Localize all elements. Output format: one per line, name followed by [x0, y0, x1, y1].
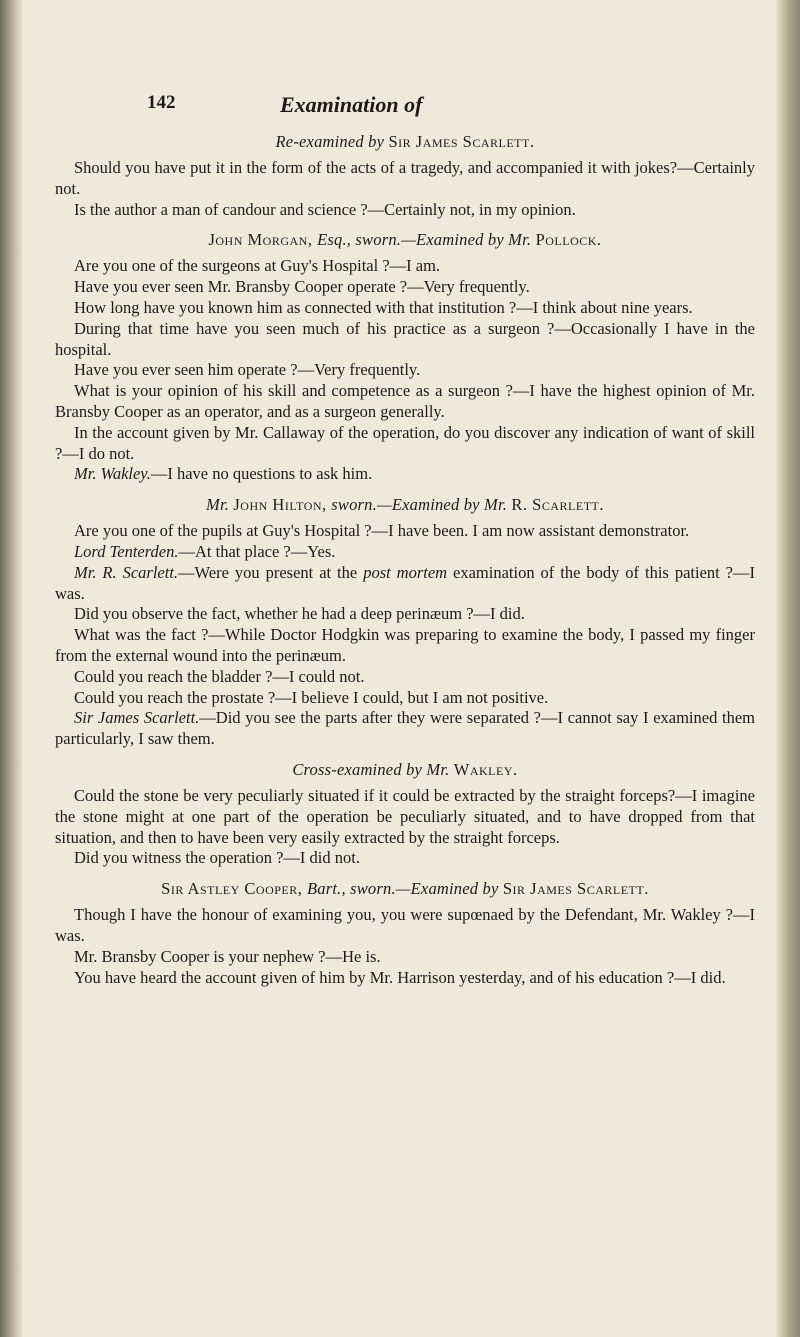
- testimony-paragraph: Did you observe the fact, whether he had a deep perinæum ?—I did.: [74, 604, 525, 624]
- running-head: [55, 92, 755, 132]
- text-run: Pollock.: [535, 230, 602, 250]
- book-page: [55, 92, 755, 998]
- testimony-paragraph: Could you reach the prostate ?—I believe I could, but I am not positive.: [74, 687, 549, 707]
- text-run: Sir James Scarlett.: [388, 132, 535, 151]
- book-gutter-shadow: [0, 0, 22, 1337]
- section-heading: [55, 760, 755, 780]
- text-run: —I have no questions to ask him.: [150, 464, 373, 484]
- examination-section: [55, 230, 755, 485]
- testimony-paragraph: Could you reach the bladder ?—I could not.: [74, 666, 365, 686]
- examination-section: [55, 879, 755, 988]
- text-run: examination of the body of this patient ?—I was.: [55, 562, 755, 603]
- section-heading: [55, 879, 755, 899]
- testimony-paragraph: [55, 708, 755, 750]
- section-heading: [55, 132, 755, 152]
- text-run: Esq., sworn.—Examined by Mr.: [317, 230, 536, 250]
- testimony-paragraph: During that time have you seen much of his practice as a surgeon ?—Occasionally I have in the hospital.: [55, 318, 755, 359]
- testimony-paragraph: You have heard the account given of him by Mr. Harrison yesterday, and of his education ?—I did.: [74, 967, 726, 987]
- text-run: Mr.: [206, 495, 234, 515]
- text-run: Mr. Wakley.: [74, 464, 151, 484]
- text-run: Wakley.: [453, 759, 518, 779]
- page-edge-right: [776, 0, 800, 1337]
- text-run: sworn.—Examined by Mr.: [331, 495, 512, 515]
- text-run: John Hilton,: [233, 495, 332, 515]
- text-run: Sir Astley Cooper,: [161, 879, 307, 899]
- running-title: Examination of: [280, 92, 423, 117]
- examination-section: [55, 132, 755, 220]
- testimony-paragraph: Though I have the honour of examining you, you were supœnaed by the Defendant, Mr. Wakley ?—I was.: [55, 905, 755, 945]
- testimony-paragraph: Are you one of the surgeons at Guy's Hospital ?—I am.: [74, 256, 441, 276]
- testimony-paragraph: [55, 464, 755, 485]
- testimony-paragraph: Have you ever seen Mr. Bransby Cooper operate ?—Very frequently.: [74, 277, 530, 297]
- text-run: Sir James Scarlett.: [502, 879, 649, 899]
- testimony-text: [55, 132, 755, 988]
- page-number: 142: [147, 92, 176, 113]
- text-run: John Morgan,: [208, 230, 318, 250]
- text-run: Sir James Scarlett.: [74, 708, 200, 728]
- examination-section: [55, 760, 755, 869]
- testimony-paragraph: Have you ever seen him operate ?—Very frequently.: [74, 360, 421, 380]
- text-run: Bart., sworn.—Examined by: [307, 879, 503, 899]
- examination-section: [55, 495, 755, 750]
- text-run: —At that place ?—Yes.: [178, 541, 336, 561]
- text-run: Re-examined by: [275, 132, 389, 151]
- testimony-paragraph: [55, 563, 755, 605]
- testimony-paragraph: What was the fact ?—While Doctor Hodgkin was preparing to examine the body, I passed my finger from the external wound into the perinæum.: [55, 625, 755, 665]
- text-run: —Did you see the parts after they were separated ?—I cannot say I examined them particularly, I saw them.: [55, 708, 755, 749]
- testimony-paragraph: Did you witness the operation ?—I did not.: [74, 848, 360, 868]
- testimony-paragraph: In the account given by Mr. Callaway of the operation, do you discover any indication of want of skill ?—I do not.: [55, 422, 755, 463]
- text-run: Mr. R. Scarlett.: [74, 562, 179, 582]
- testimony-paragraph: [55, 542, 755, 563]
- section-heading: [55, 495, 755, 515]
- testimony-paragraph: Mr. Bransby Cooper is your nephew ?—He is.: [74, 946, 381, 966]
- testimony-paragraph: Could the stone be very peculiarly situated if it could be extracted by the straight forceps?—I imagine the stone might at one part of the operation be peculiarly situated, and to have dropped from that situation, and then to have been very easily extracted by the straight forceps.: [55, 785, 755, 847]
- text-run: post mortem: [363, 562, 448, 582]
- testimony-paragraph: Are you one of the pupils at Guy's Hospital ?—I have been. I am now assistant demonstrator.: [74, 521, 690, 541]
- text-run: Lord Tenterden.: [74, 541, 179, 561]
- testimony-paragraph: Should you have put it in the form of the acts of a tragedy, and accompanied it with jokes?—Certainly not.: [55, 158, 755, 198]
- text-run: R. Scarlett.: [511, 495, 604, 515]
- section-heading: [55, 230, 755, 250]
- testimony-paragraph: Is the author a man of candour and science ?—Certainly not, in my opinion.: [74, 199, 576, 219]
- testimony-paragraph: What is your opinion of his skill and competence as a surgeon ?—I have the highest opinion of Mr. Bransby Cooper as an operator, and as a surgeon generally.: [55, 381, 755, 421]
- testimony-paragraph: How long have you known him as connected with that institution ?—I think about nine years.: [74, 297, 693, 317]
- text-run: —Were you present at the: [178, 562, 364, 582]
- text-run: Cross-examined by Mr.: [292, 759, 454, 779]
